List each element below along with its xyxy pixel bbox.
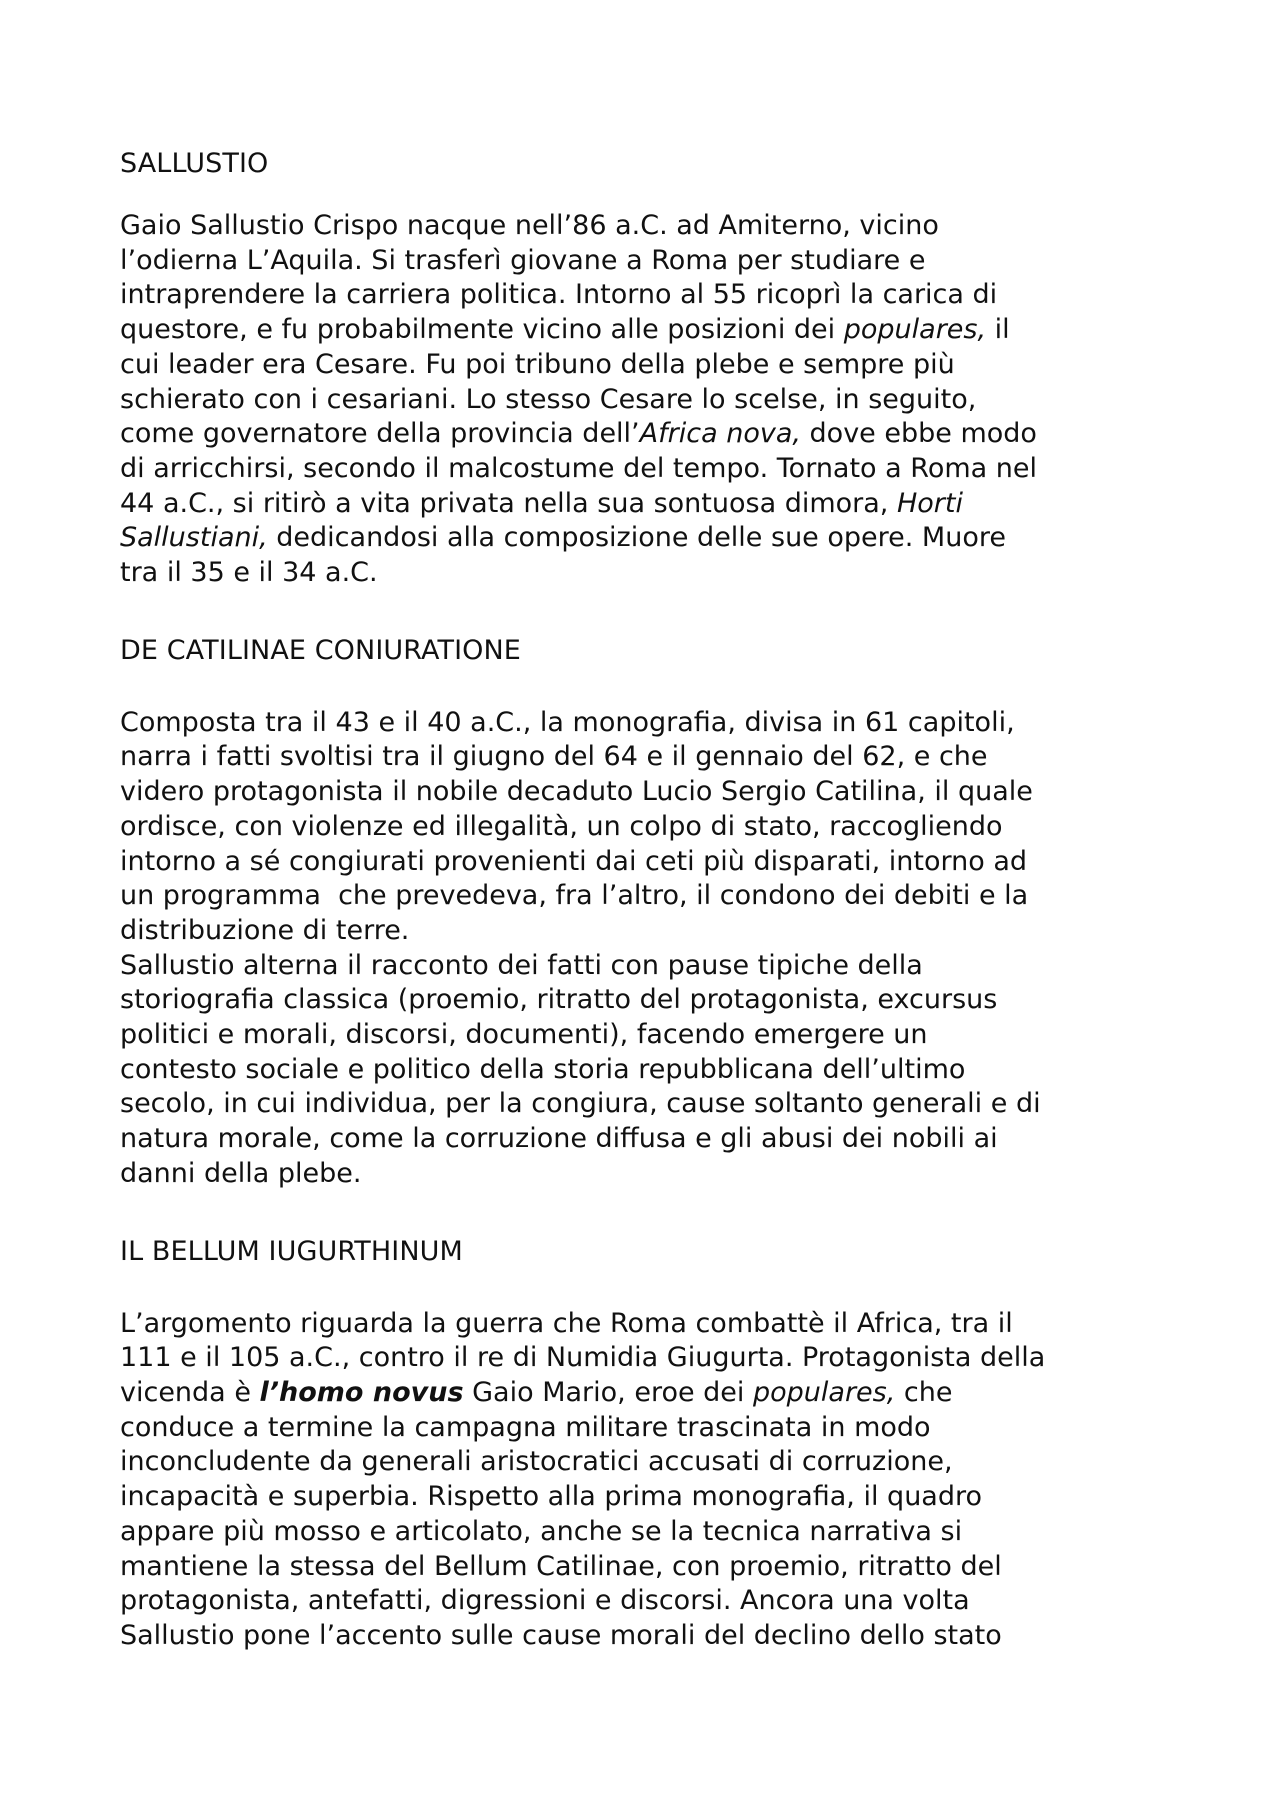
text-line: inconcludente da generali aristocratici accusati di corruzione, <box>120 1446 953 1478</box>
paragraph-catilina <box>120 706 1180 1192</box>
paragraph-iugurtha <box>120 1307 1180 1654</box>
text-line <box>120 1376 1180 1411</box>
text-line: Sallustio pone l’accento sulle cause morali del declino dello stato <box>120 1619 1002 1651</box>
text-line <box>120 521 1180 556</box>
text-run: questore, e fu probabilmente vicino alle posizioni dei <box>120 314 844 346</box>
text-line: Gaio Sallustio Crispo nacque nell’86 a.C. ad Amiterno, vicino <box>120 210 939 241</box>
text-line: intorno a sé congiurati provenienti dai ceti più disparati, intorno ad <box>120 845 1028 877</box>
text-run: vicenda è <box>120 1376 260 1408</box>
italic-term-populares: populares, <box>843 314 987 346</box>
italic-term-horti: Horti <box>896 487 963 519</box>
italic-term-populares: populares, <box>753 1376 896 1408</box>
text-line <box>120 487 1180 522</box>
text-line: danni della plebe. <box>120 1157 362 1189</box>
text-run: dedicandosi alla composizione delle sue opere. Muore <box>267 522 1006 554</box>
text-line: protagonista, antefatti, digressioni e discorsi. Ancora una volta <box>120 1585 970 1617</box>
text-run: 44 a.C., si ritirò a vita privata nella sua sontuosa dimora, <box>120 487 897 519</box>
paragraph-biography <box>120 209 1180 591</box>
text-line: politici e morali, discorsi, documenti), facendo emergere un <box>120 1019 928 1051</box>
italic-term-africa-nova: Africa nova, <box>639 418 801 450</box>
text-line: storiografia classica (proemio, ritratto del protagonista, excursus <box>120 984 998 1016</box>
text-line: 111 e il 105 a.C., contro il re di Numidia Giugurta. Protagonista della <box>120 1342 1046 1374</box>
text-line: mantiene la stessa del Bellum Catilinae, con proemio, ritratto del <box>120 1550 1002 1582</box>
text-line: un programma che prevedeva, fra l’altro, il condono dei debiti e la <box>120 880 1029 912</box>
text-line: narra i fatti svoltisi tra il giugno del 64 e il gennaio del 62, e che <box>120 741 988 773</box>
document-page <box>120 146 1180 1654</box>
text-line <box>120 313 1180 348</box>
text-line: ordisce, con violenze ed illegalità, un colpo di stato, raccogliendo <box>120 810 1003 842</box>
italic-term-sallustiani: Sallustiani, <box>120 522 268 554</box>
bold-italic-term-homo-novus: l’homo novus <box>259 1376 464 1408</box>
text-line: tra il 35 e il 34 a.C. <box>120 557 378 589</box>
text-line: secolo, in cui individua, per la congiura, cause soltanto generali e di <box>120 1088 1041 1120</box>
text-line: Composta tra il 43 e il 40 a.C., la monografia, divisa in 61 capitoli, <box>120 706 1015 738</box>
text-line: intraprendere la carriera politica. Intorno al 55 ricoprì la carica di <box>120 279 998 311</box>
text-run: il <box>986 314 1010 346</box>
text-line: Sallustio alterna il racconto dei fatti con pause tipiche della <box>120 949 923 981</box>
text-line: incapacità e superbia. Rispetto alla prima monografia, il quadro <box>120 1481 983 1513</box>
section-title-sallustio: SALLUSTIO <box>120 148 269 179</box>
text-line: schierato con i cesariani. Lo stesso Cesare lo scelse, in seguito, <box>120 383 977 415</box>
text-line: l’odierna L’Aquila. Si trasferì giovane a Roma per studiare e <box>120 244 926 276</box>
text-line: conduce a termine la campagna militare trascinata in modo <box>120 1411 931 1443</box>
text-line: di arricchirsi, secondo il malcostume del tempo. Tornato a Roma nel <box>120 452 1038 484</box>
section-title-catilina: DE CATILINAE CONIURATIONE <box>120 634 521 666</box>
text-run: Gaio Mario, eroe dei <box>463 1376 753 1408</box>
text-run: che <box>895 1376 953 1408</box>
text-line: natura morale, come la corruzione diffusa e gli abusi dei nobili ai <box>120 1123 998 1155</box>
text-line: distribuzione di terre. <box>120 914 410 946</box>
text-run: come governatore della provincia dell’ <box>120 418 640 450</box>
text-run: dove ebbe modo <box>800 418 1037 450</box>
text-line: cui leader era Cesare. Fu poi tribuno della plebe e sempre più <box>120 348 955 380</box>
text-line <box>120 417 1180 452</box>
text-line: L’argomento riguarda la guerra che Roma combattè il Africa, tra il <box>120 1307 1013 1339</box>
text-line: contesto sociale e politico della storia repubblicana dell’ultimo <box>120 1053 966 1085</box>
section-title-iugurtha: IL BELLUM IUGURTHINUM <box>120 1235 463 1267</box>
text-line: videro protagonista il nobile decaduto Lucio Sergio Catilina, il quale <box>120 776 1033 808</box>
text-line: appare più mosso e articolato, anche se la tecnica narrativa si <box>120 1515 963 1547</box>
